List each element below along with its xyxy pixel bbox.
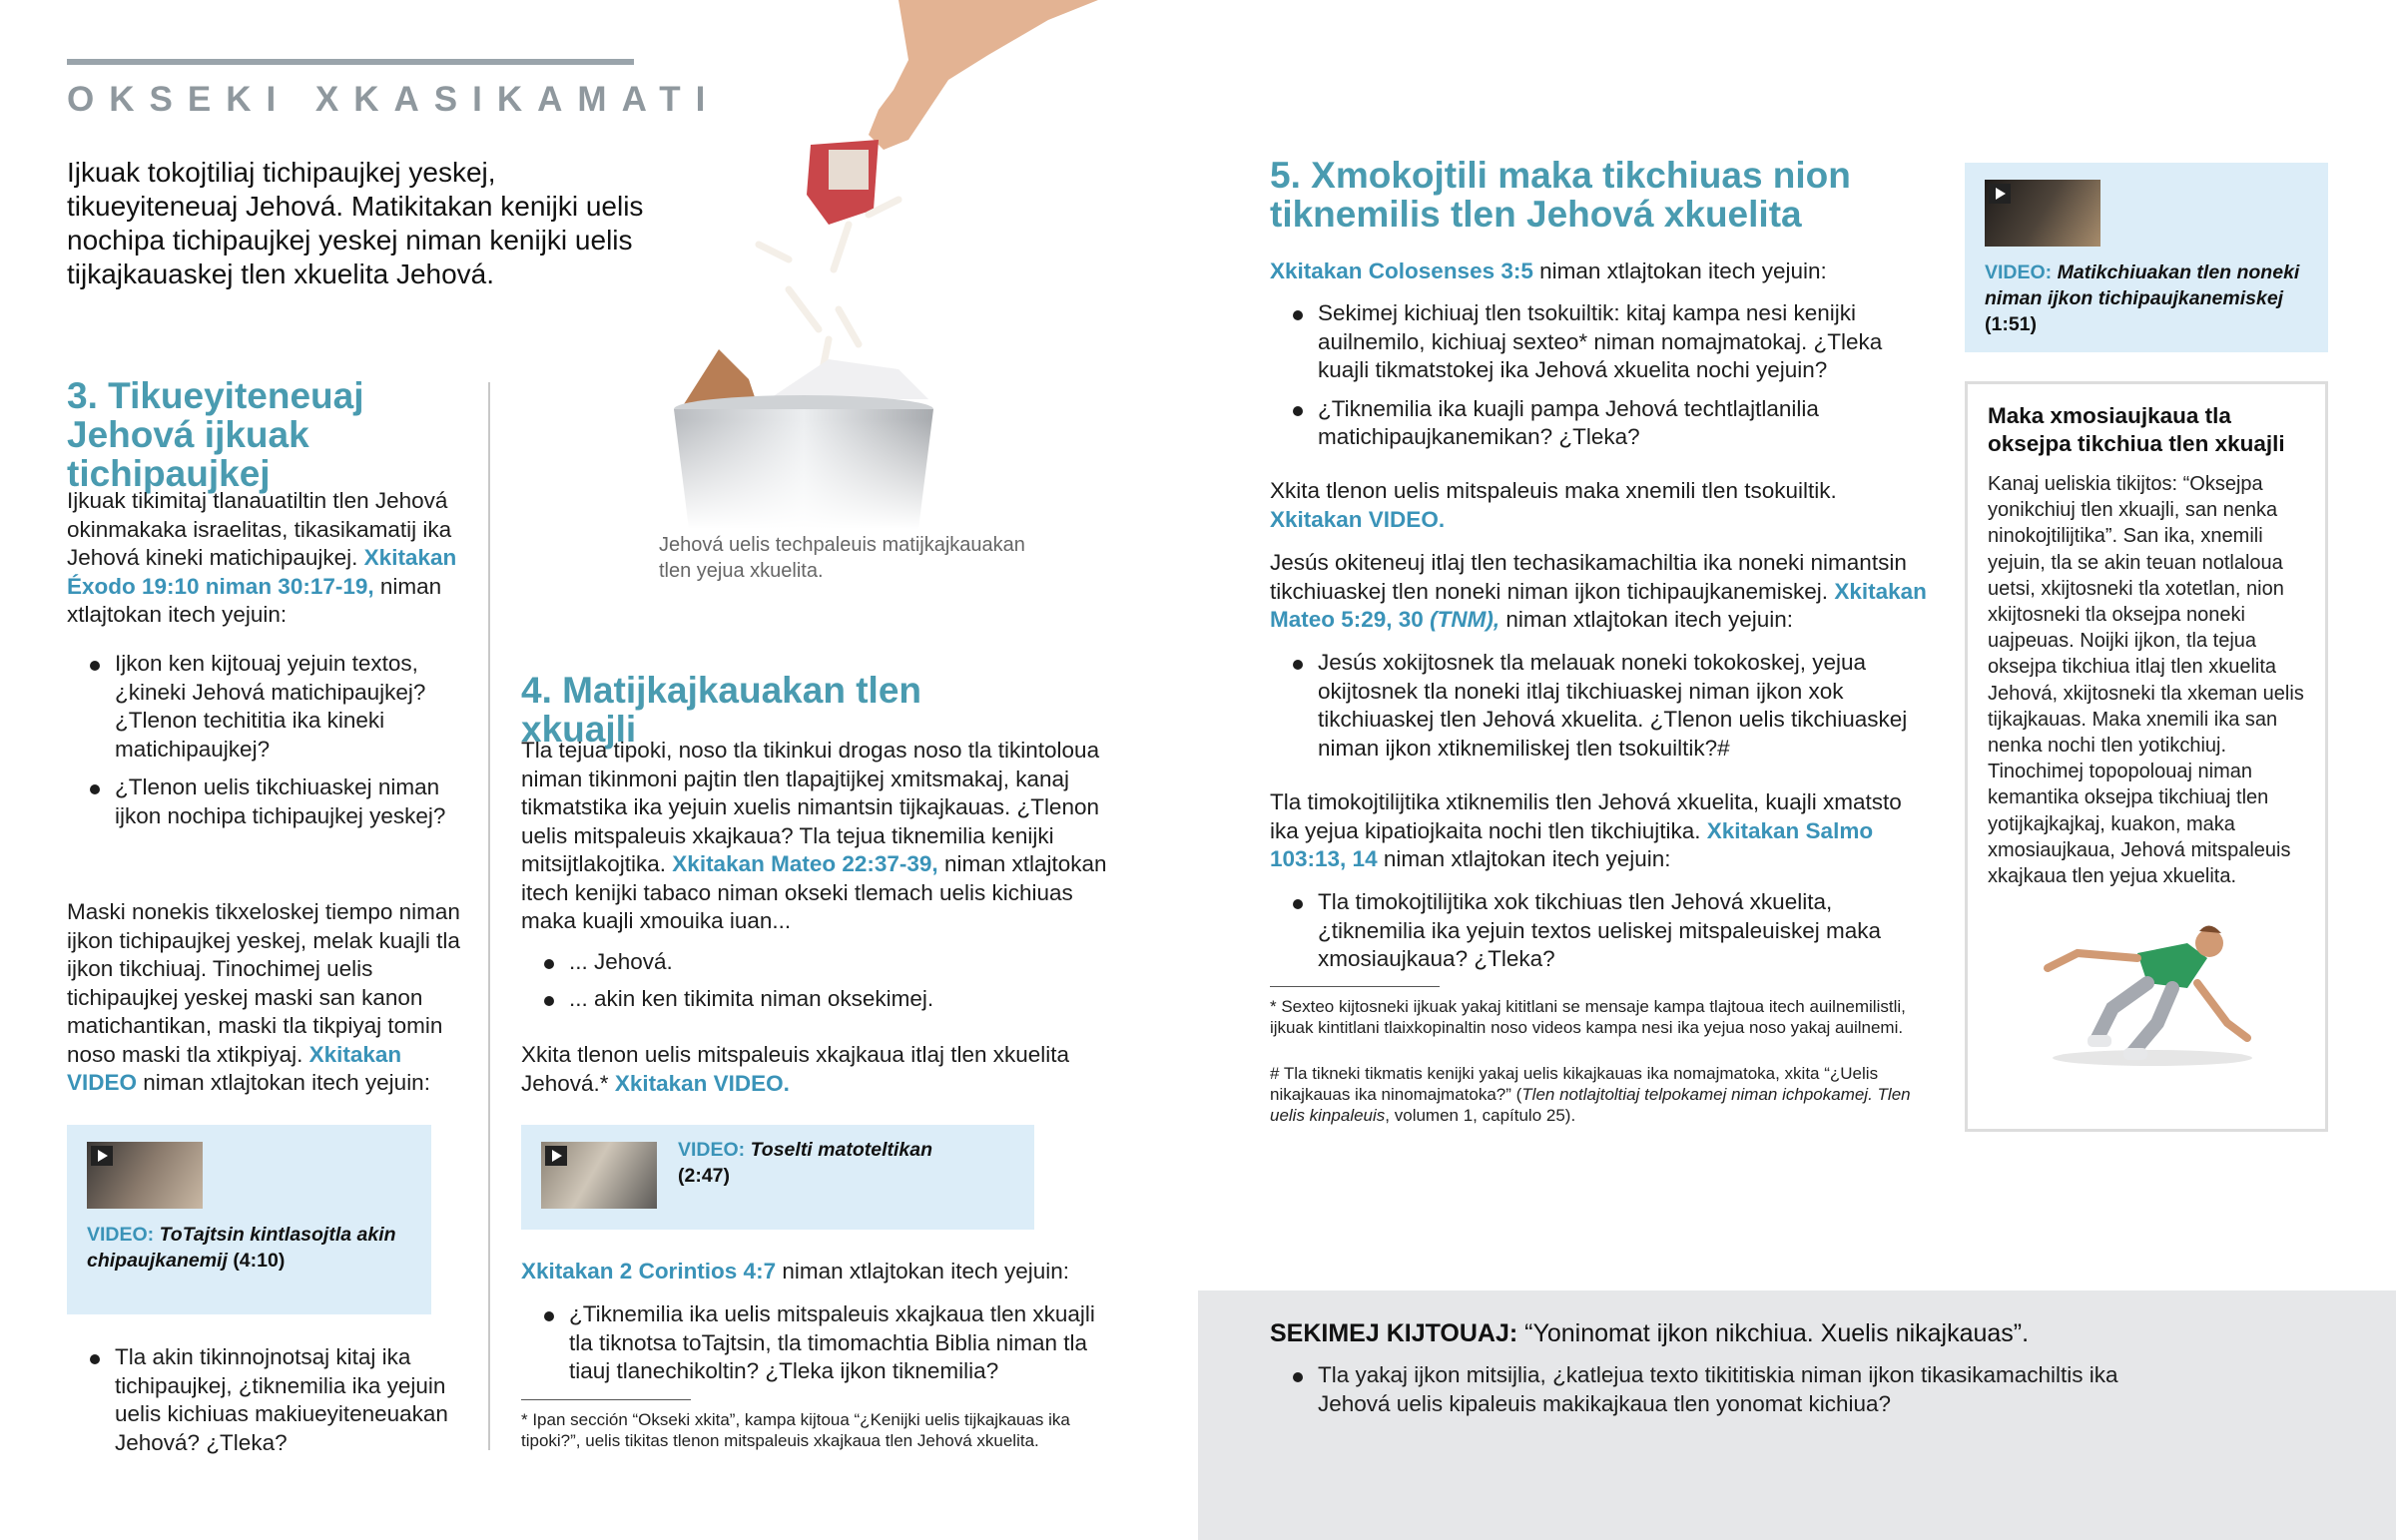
video-duration: (4:10) [233,1250,286,1272]
s5-p3-scripture-link[interactable]: Xkitakan Mateo 5:29, 30 [1270,578,1927,632]
s4-question-1: ¿Tiknemilia ika uelis mitspaleuis xkajkaua tlen xkuajli tla tiknotsa toTajtsin, tla timomachtia Biblia niman tla tiauj tlanechikoltin? ¿Tleka ijkon tiknemilia? [521,1300,1105,1386]
s5-questions-1 [1270,299,1929,462]
s3-paragraph-1 [67,487,466,630]
s5-video-caption [1985,259,2314,337]
s5-question-2: ¿Tiknemilia ika kuajli pampa Jehová techtlajtlanilia matichipaujkanemikan? ¿Tleka? [1270,395,1929,452]
sidebar-text: Kanaj ueliskia tikijtos: “Oksejpa yonikchiuj tlen xkuajli, san nenka ninokojtilijtika”. San ika, xnemili yejuin, tla se akin teuan notlaloua uetsi, xkijtosneki tla xotetlan, nion xkijtosneki tla oksejpa noneki uajpeuas. Noijki ijkon, tla tejua oksejpa tikchiua itlaj tlen xkuelita Jehová, xkijtosneki tla xkeman uelis tijkajkauas. Maka xnemili ika san nenka nochi tlen yotikchiuj. Tinochimej topopolouaj niman kemantika oksejpa tikchiuaj tlen yotijkajkajkaj, kuakon, maka xmosiaujkaua, Jehová mitspaleuis xkajkaua tlen yejua xkuelita. [1988,473,2304,888]
video-title: Matikchiuakan tlen noneki niman ijkon tichipaujkanemiskej [1985,261,2300,309]
s3-p1-tail: niman xtlajtokan itech yejuin: [67,573,442,627]
s4-p1-scripture-link[interactable]: Xkitakan Mateo 22:37-39, [672,851,938,876]
s4-p1-tail: niman xtlajtokan itech kenijki tabaco niman okseki tlemach uelis kichiuas maka kuajli xmouika iuan... [521,851,1107,933]
play-icon[interactable] [1989,184,2011,204]
s4-paragraph-1 [521,737,1128,936]
s3-p2-tail: niman xtlajtokan itech yejuin: [143,1070,430,1095]
fn2-text: # Tla tikneki tikmatis kenijki yakaj uelis kikajkauas ika nomajmatoka, xkita “¿Uelis nikajkauas ika ninomajmatoka?” ( [1270,1064,1879,1104]
hand-shape [869,0,1098,150]
s4-p3-scripture-link[interactable]: Xkitakan 2 Corintios 4:7 [521,1259,777,1283]
video-title: Toselti matoteltikan [750,1139,933,1161]
play-icon[interactable] [545,1146,567,1166]
header-rule [67,59,634,65]
s5-p3-tnm: (TNM), [1430,607,1500,632]
video-duration: (1:51) [1985,313,2038,335]
s5-paragraph-3 [1270,549,1929,635]
s3-questions-2 [67,1343,466,1467]
s5-footnote-2 [1270,1063,1929,1126]
fn2-book-title: Tlen notlajtoltiaj telpokamej niman ichpokamej. Tlen uelis kinpaleuis [1270,1085,1911,1125]
s5-video-link[interactable]: Xkitakan VIDEO. [1270,506,1446,532]
s3-video-box[interactable] [67,1125,431,1314]
s5-p4-text: Tla timokojtilijtika xtiknemilis tlen Jehová xkuelita, kuajli xmatsto ika yejua kipatiojkaita nochi tlen tikchiujtika. [1270,789,1902,843]
s5-paragraph-1 [1270,257,1929,286]
video-label: VIDEO: [678,1139,746,1161]
s3-video-thumbnail[interactable] [87,1142,203,1209]
s5-paragraph-4 [1270,788,1929,874]
s3-paragraph-2 [67,898,471,1098]
s5-p4-scripture-link[interactable]: Xkitakan Salmo 103:13, 14 [1270,817,1874,871]
summary-heading: SEKIMEJ KIJTOUAJ: [1270,1319,1518,1347]
s5-video-box[interactable] [1965,163,2328,352]
s4-bullet-2: ... akin ken tikimita niman oksekimej. [521,985,1120,1014]
trash-can-illustration [629,0,1098,529]
video-label: VIDEO: [87,1224,155,1246]
s5-questions-3 [1270,888,1929,984]
s3-questions-1 [67,650,466,840]
s4-footnote-rule [521,1399,691,1400]
s3-p1-scripture-link[interactable]: Xkitakan Éxodo 19:10 niman 30:17-19, [67,545,457,599]
video-duration: (2:47) [678,1165,731,1187]
section-5-title: 5. Xmokojtili maka tikchiuas nion tiknemilis tlen Jehová xkuelita [1270,155,1851,235]
s3-p2-text: Maski nonekis tikxeloskej tiempo niman ijkon tichipaujkej yeskej, melak kuajli tla ijkon tikchiuaj. Tinochimej uelis tichipaujkej yeskej maski san kanon matichantikan, maski tla tikpiyaj tomin noso maski tla xtikpiyaj. [67,899,460,1067]
s5-question-3: Jesús xokijtosnek tla melauak noneki tokokoskej, yejua okijtosnek tla noneki itlaj tikchiuaskej niman ijkon xok tikchiuaskej tlen Jehová xkuelita. ¿Tlenon uelis tikchiuaskej niman ijkon xtiknemiliskej tlen tsokuiltik?# [1270,649,1929,763]
intro-paragraph: Ijkuak tokojtiliaj tichipaujkej yeskej, tikueyiteneuaj Jehová. Matikitakan kenijki uelis nochipa tichipaujkej yeskej niman kenijki uelis tijkajkauaskej tlen xkuelita Jehová. [67,157,644,289]
s4-bullet-1: ... Jehová. [521,948,1120,977]
summary-quote: “Yoninomat ijkon nikchiua. Xuelis nikajkauas”. [1524,1319,2030,1347]
section-4-title: 4. Matijkajkauakan tlen xkuajli [521,670,922,750]
s5-p3-tail: niman xtlajtokan itech yejuin: [1505,607,1793,632]
s5-video-thumbnail[interactable] [1985,180,2100,247]
summary-questions [1270,1361,2168,1428]
encouragement-sidebar [1965,381,2328,1132]
video-label: VIDEO: [1985,261,2053,283]
s3-video-caption [87,1222,416,1274]
s5-p4-tail: niman xtlajtokan itech yejuin: [1383,846,1671,871]
s5-questions-2 [1270,649,1929,772]
s3-question-2: ¿Tlenon uelis tikchiuaskej niman ijkon nochipa tichipaujkej yeskej? [67,773,466,830]
video-title: ToTajtsin kintlasojtla akin chipaujkanemij [87,1224,396,1272]
s4-bullets [521,948,1120,1023]
photo-caption: Jehová uelis techpaleuis matijkajkauakan tlen yejua xkuelita. [659,534,1025,582]
s5-p1-scripture-link[interactable]: Xkitakan Colosenses 3:5 [1270,258,1533,283]
sidebar-title: Maka xmosiaujkaua tla oksejpa tikchiua tlen xkuajli [1988,403,2285,456]
s4-p3-tail: niman xtlajtokan itech yejuin: [782,1259,1070,1283]
s4-p1-text: Tla tejua tipoki, noso tla tikinkui drogas noso tla tikintoloua niman tikinmoni pajtin tlen tlapajtijkej xmitsmakaj, kanaj tikmatstika ika yejuin xuelis nimantsin tijkajkauas. ¿Tlenon uelis mitspaleuis xkajkaua? Tla tejua tiknemilia kenijki mitsijtlakojtika. [521,738,1100,876]
column-divider [488,382,490,1450]
s4-p2-text: Xkita tlenon uelis mitspaleuis xkajkaua itlaj tlen xkuelita Jehová.* [521,1042,1070,1096]
fn2-tail: , volumen 1, capítulo 25). [1385,1106,1576,1125]
s5-p2-text: Xkita tlenon uelis mitspaleuis maka xnemili tlen tsokuiltik. [1270,478,1837,503]
s4-video-caption [678,1137,1017,1189]
s5-footnote-rule [1270,986,1440,987]
section-3-title: 3. Tikueyiteneuaj Jehová ijkuak tichipaujkej [67,375,364,494]
s5-p1-tail: niman xtlajtokan itech yejuin: [1539,258,1827,283]
summary-question-1: Tla yakaj ijkon mitsijlia, ¿katlejua texto tikititiskia niman ijkon tikasikamachiltis ika Jehová uelis kipaleuis makikajkaua tlen yonomat kichiua? [1270,1361,2168,1418]
runner-illustration [2038,913,2267,1073]
s4-footnote: * Ipan sección “Okseki xkita”, kampa kijtoua “¿Kenijki uelis tijkajkauas ika tipoki?”, uelis tikitas tlenon mitspaleuis xkajkaua tlen Jehová xkuelita. [521,1410,1070,1450]
s5-p3-text: Jesús okiteneuj itlaj tlen techasikamachiltia ika noneki nimantsin tikchiuaskej tlen noneki niman ijkon tichipaujkanemiskej. [1270,550,1907,604]
s3-p1-text: Ijkuak tikimitaj tlanauatiltin tlen Jehová okinmakaka israelitas, tikasikamatij ika Jehová kineki matichipaujkej. [67,488,452,570]
s4-paragraph-3 [521,1258,1120,1286]
s4-questions [521,1300,1105,1396]
play-icon[interactable] [91,1146,113,1166]
s3-question-1: Ijkon ken kijtouaj yejuin textos, ¿kineki Jehová matichipaujkej? ¿Tlenon techititia ika kineki matichipaujkej? [67,650,466,764]
s5-question-1: Sekimej kichiuaj tlen tsokuiltik: kitaj kampa nesi kenijki auilnemilo, kichiuaj sexteo* niman nomajmatokaj. ¿Tleka kuajli tikmatstokej ika Jehová xkuelita nochi yejuin? [1270,299,1929,385]
s4-paragraph-2 [521,1041,1120,1098]
s4-video-link[interactable]: Xkitakan VIDEO. [614,1070,790,1096]
s5-paragraph-2 [1270,477,1929,534]
s5-question-4: Tla timokojtilijtika xok tikchiuas tlen Jehová xkuelita, ¿tiknemilia ika yejuin textos ueliskej mitspaleuiskej maka xmosiaujkaua? ¿Tleka? [1270,888,1929,974]
s3-video-link[interactable]: Xkitakan VIDEO [67,1041,402,1095]
summary-statement [1270,1317,2318,1349]
s3-question-3: Tla akin tikinnojnotsaj kitaj ika tichipaujkej, ¿tiknemilia ika yejuin uelis kichiuas makiueyiteneuakan Jehová? ¿Tleka? [67,1343,466,1457]
s4-video-box[interactable] [521,1125,1034,1230]
section-label: OKSEKI XKASIKAMATI [67,80,721,119]
s4-video-thumbnail[interactable] [541,1142,657,1209]
s5-footnote-1: * Sexteo kijtosneki ijkuak yakaj kititlani se mensaje kampa tlajtoua itech auilnemilistli, ijkuak kintitlani tlaixkopinaltin noso videos kampa nesi ika yejua noso yakaj auilnemi. [1270,997,1906,1037]
